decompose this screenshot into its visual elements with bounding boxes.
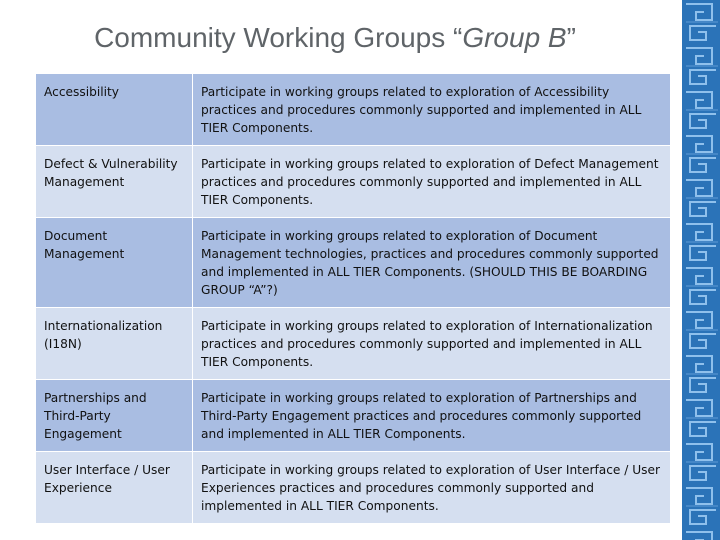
slide-title (0, 22, 670, 54)
table-row (36, 380, 670, 452)
working-groups-table (36, 73, 670, 524)
table-row (36, 452, 670, 524)
greek-key-pattern (682, 0, 720, 540)
group-name: Accessibility (36, 74, 193, 146)
group-description: Participate in working groups related to exploration of User Interface / User Experiences practices and procedures commonly supported and implemented in ALL TIER Components. (193, 452, 671, 524)
group-name: Internationalization (I18N) (36, 308, 193, 380)
decorative-side-bar (682, 0, 720, 540)
title-close: ” (566, 22, 576, 53)
group-name: Document Management (36, 218, 193, 308)
table-row (36, 74, 670, 146)
table-row (36, 146, 670, 218)
group-description: Participate in working groups related to exploration of Accessibility practices and procedures commonly supported and implemented in ALL TIER Components. (193, 74, 671, 146)
group-name: Defect & Vulnerability Management (36, 146, 193, 218)
group-name: Partnerships and Third-Party Engagement (36, 380, 193, 452)
table-row (36, 308, 670, 380)
group-description: Participate in working groups related to exploration of Internationalization practices and procedures commonly supported and implemented in ALL TIER Components. (193, 308, 671, 380)
table-row (36, 218, 670, 308)
group-description: Participate in working groups related to exploration of Defect Management practices and procedures commonly supported and implemented in ALL TIER Components. (193, 146, 671, 218)
group-description: Participate in working groups related to exploration of Partnerships and Third-Party Engagement practices and procedures commonly supported and implemented in ALL TIER Components. (193, 380, 671, 452)
group-description: Participate in working groups related to exploration of Document Management technologies, practices and procedures commonly supported and implemented in ALL TIER Components. (SHOULD THIS BE BOARDING GROUP “A”?) (193, 218, 671, 308)
group-name: User Interface / User Experience (36, 452, 193, 524)
title-group: Group B (462, 22, 567, 53)
title-main: Community Working Groups “ (94, 22, 463, 53)
